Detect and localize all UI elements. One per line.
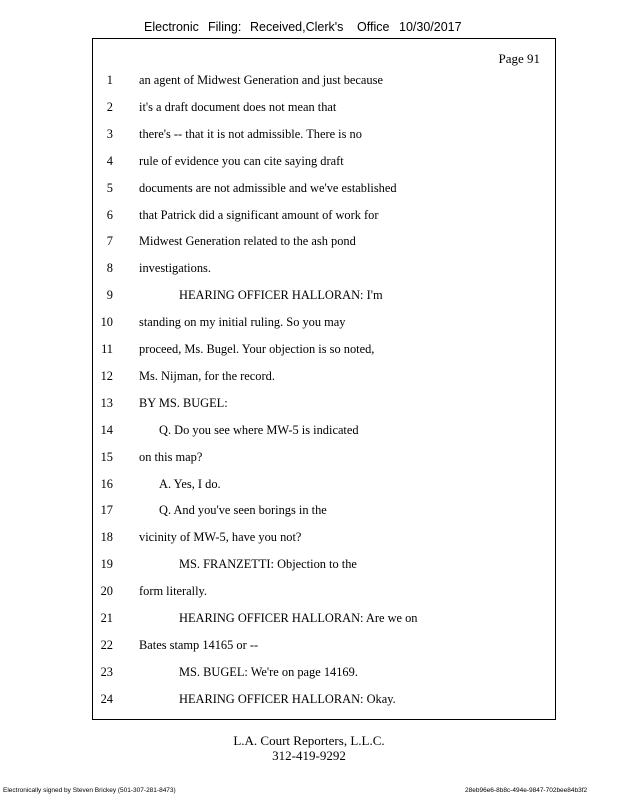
line-number: 12 <box>100 368 113 383</box>
line-text: Midwest Generation related to the ash pond <box>139 234 356 249</box>
line-text: form literally. <box>139 584 208 599</box>
line-text: an agent of Midwest Generation and just because <box>139 73 383 87</box>
line-text: documents are not admissible and we've established <box>139 180 397 195</box>
line-text: Q. And you've seen borings in the <box>159 503 327 518</box>
page-number: Page 91 <box>498 51 540 66</box>
line-number: 14 <box>100 422 113 437</box>
line-text: rule of evidence you can cite saying draft <box>139 153 344 168</box>
line-text: proceed, Ms. Bugel. Your objection is so noted, <box>139 342 375 356</box>
line-text: there's -- that it is not admissible. There is no <box>139 126 362 141</box>
line-number: 17 <box>100 503 113 518</box>
line-number: 1 <box>106 73 113 87</box>
line-text: HEARING OFFICER HALLORAN: I'm <box>179 288 383 303</box>
filing-date: 10/30/2017 <box>399 20 462 34</box>
line-number: 20 <box>100 584 113 599</box>
line-number: 11 <box>101 342 113 356</box>
footer-company: L.A. Court Reporters, L.L.C. <box>233 733 385 748</box>
line-text: standing on my initial ruling. So you may <box>139 315 346 330</box>
line-number: 9 <box>106 288 113 303</box>
line-number: 3 <box>106 126 113 141</box>
line-number: 23 <box>100 664 113 679</box>
footer-phone: 312-419-9292 <box>272 748 346 763</box>
transcript-page <box>92 38 556 720</box>
line-number: 18 <box>100 530 113 545</box>
line-text: Ms. Nijman, for the record. <box>139 368 275 383</box>
filing-electronic: Electronic <box>144 20 199 34</box>
signature-note: Electronically signed by Steven Brickey (501-307-281-8473) <box>3 787 176 794</box>
line-number: 22 <box>100 637 113 652</box>
filing-received: Received,Clerk's <box>250 20 344 34</box>
filing-office: Office <box>357 20 390 34</box>
document-hash: 28eb96e6-8b8c-494e-9847-702bee84b3f2 <box>465 787 588 794</box>
line-text: it's a draft document does not mean that <box>139 99 337 114</box>
line-number: 21 <box>100 611 113 625</box>
line-number: 7 <box>106 234 113 249</box>
line-number: 16 <box>100 476 113 491</box>
line-number: 8 <box>106 261 113 276</box>
line-text: Bates stamp 14165 or -- <box>139 637 259 652</box>
line-text: MS. FRANZETTI: Objection to the <box>179 557 357 572</box>
line-text: on this map? <box>139 449 203 464</box>
filing-label: Filing: <box>208 20 242 34</box>
line-text: BY MS. BUGEL: <box>139 395 228 410</box>
line-number: 24 <box>100 691 113 706</box>
line-text: A. Yes, I do. <box>159 476 221 491</box>
line-number: 2 <box>106 99 113 114</box>
line-number: 5 <box>106 180 113 195</box>
line-number: 10 <box>100 315 113 330</box>
line-text: Q. Do you see where MW-5 is indicated <box>159 422 359 437</box>
line-number: 15 <box>100 449 113 464</box>
line-number: 6 <box>106 207 113 222</box>
line-text: investigations. <box>139 261 211 276</box>
line-number: 19 <box>100 557 113 572</box>
line-text: that Patrick did a significant amount of work for <box>139 207 379 222</box>
line-text: MS. BUGEL: We're on page 14169. <box>179 664 358 679</box>
line-number: 4 <box>106 153 113 168</box>
line-text: HEARING OFFICER HALLORAN: Are we on <box>179 611 418 625</box>
line-text: HEARING OFFICER HALLORAN: Okay. <box>179 691 396 706</box>
line-text: vicinity of MW-5, have you not? <box>139 530 302 545</box>
line-number: 13 <box>100 395 113 410</box>
